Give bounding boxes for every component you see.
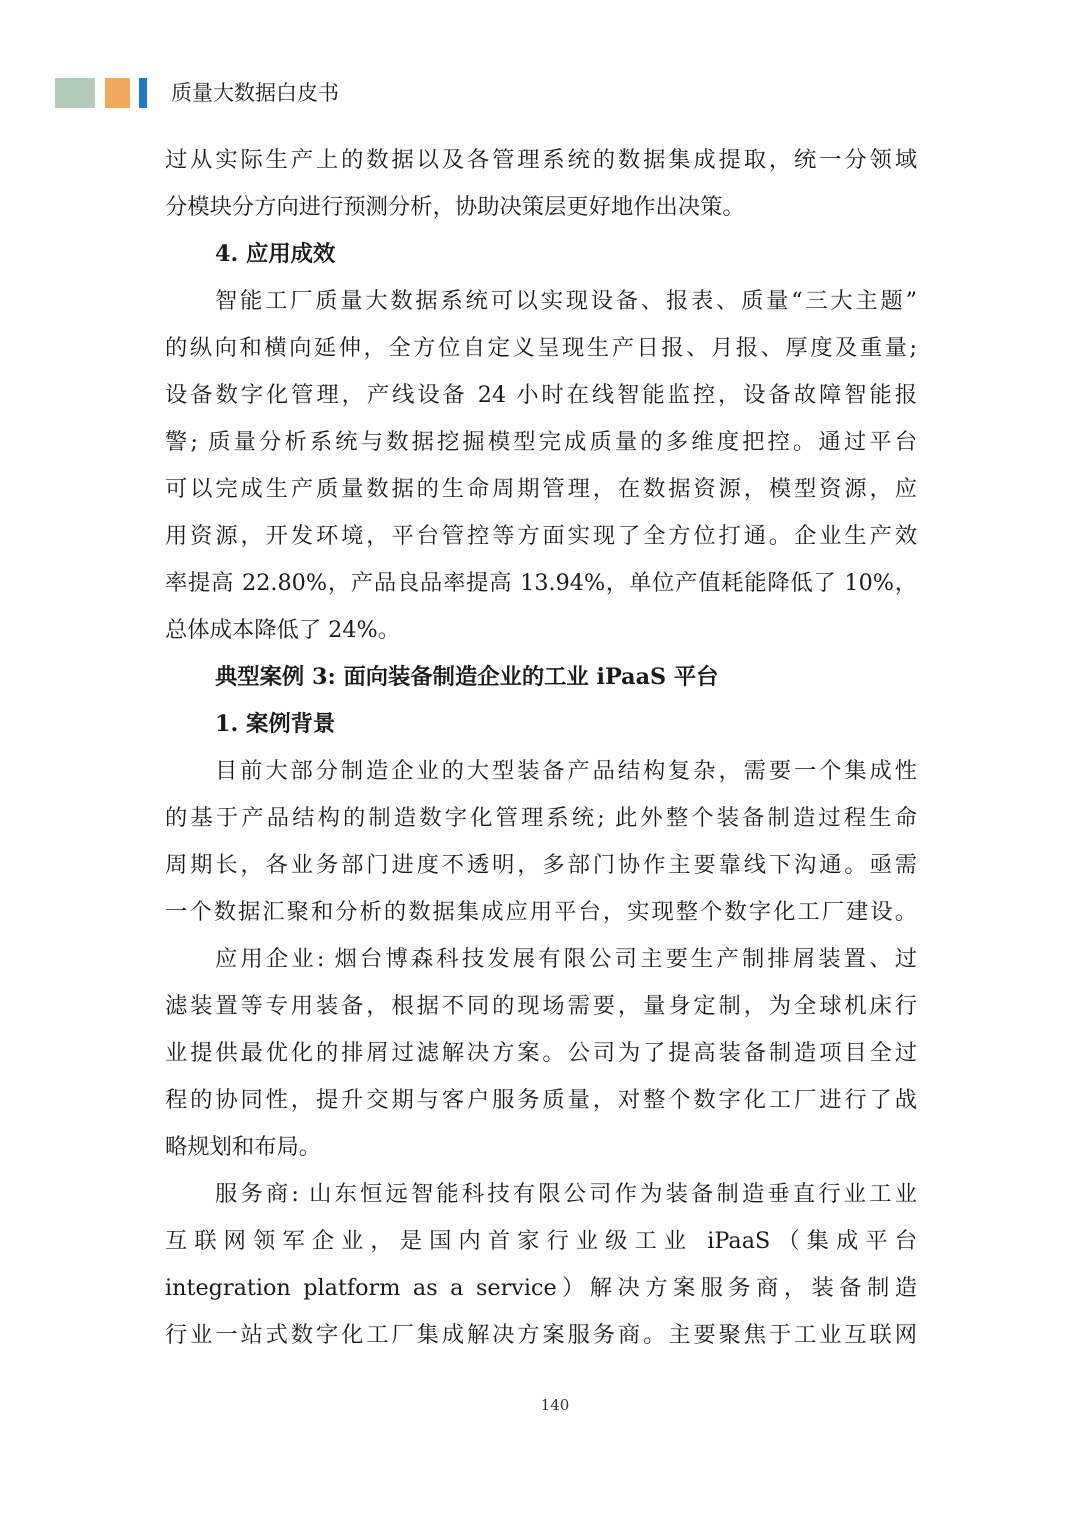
body-line: 可以完成生产质量数据的生命周期管理，在数据资源，模型资源，应 — [165, 476, 917, 502]
body-line: 程的协同性，提升交期与客户服务质量，对整个数字化工厂进行了战 — [165, 1087, 917, 1113]
body-line: integration platform as a service）解决方案服务商，装备制造 — [165, 1275, 917, 1301]
body-line: 周期长，各业务部门进度不透明，多部门协作主要靠线下沟通。亟需 — [165, 852, 917, 878]
body-line: 应用企业: 烟台博森科技发展有限公司主要生产制排屑装置、过 — [215, 946, 917, 972]
case-title: 典型案例 3: 面向装备制造企业的工业 iPaaS 平台 — [215, 664, 719, 690]
body-line: 互联网领军企业，是国内首家行业级工业 iPaaS（集成平台 — [165, 1228, 917, 1254]
page-body — [165, 137, 917, 1359]
body-line: 业提供最优化的排屑过滤解决方案。公司为了提高装备制造项目全过 — [165, 1040, 917, 1066]
header-orange-block — [105, 78, 130, 108]
section-heading: 1. 案例背景 — [215, 711, 336, 737]
body-line: 滤装置等专用装备，根据不同的现场需要，量身定制，为全球机床行 — [165, 993, 917, 1019]
body-line: 分模块分方向进行预测分析，协助决策层更好地作出决策。 — [165, 194, 745, 220]
body-line: 行业一站式数字化工厂集成解决方案服务商。主要聚焦于工业互联网 — [165, 1322, 917, 1348]
body-line: 智能工厂质量大数据系统可以实现设备、报表、质量“三大主题” — [215, 288, 917, 314]
body-line: 设备数字化管理，产线设备 24 小时在线智能监控，设备故障智能报 — [165, 382, 917, 408]
body-line: 过从实际生产上的数据以及各管理系统的数据集成提取，统一分领域 — [165, 147, 917, 173]
body-line: 略规划和布局。 — [165, 1134, 322, 1160]
body-line: 总体成本降低了 24%。 — [165, 617, 401, 643]
body-line: 的纵向和横向延伸，全方位自定义呈现生产日报、月报、厚度及重量; — [165, 335, 917, 361]
body-line: 率提高 22.80%，产品良品率提高 13.94%，单位产值耗能降低了 10%， — [165, 570, 917, 596]
header-blue-bar — [139, 78, 147, 108]
body-line: 目前大部分制造企业的大型装备产品结构复杂，需要一个集成性 — [215, 758, 917, 784]
section-heading: 4. 应用成效 — [215, 241, 336, 267]
body-line: 一个数据汇聚和分析的数据集成应用平台，实现整个数字化工厂建设。 — [165, 899, 917, 925]
header-green-block — [55, 78, 95, 108]
body-line: 服务商: 山东恒远智能科技有限公司作为装备制造垂直行业工业 — [215, 1181, 917, 1207]
body-line: 的基于产品结构的制造数字化管理系统; 此外整个装备制造过程生命 — [165, 805, 917, 831]
page-number: 140 — [540, 1396, 570, 1414]
body-line: 警; 质量分析系统与数据挖掘模型完成质量的多维度把控。通过平台 — [165, 429, 917, 455]
page-header — [55, 78, 655, 108]
body-line: 用资源，开发环境，平台管控等方面实现了全方位打通。企业生产效 — [165, 523, 917, 549]
header-title: 质量大数据白皮书 — [171, 81, 339, 105]
